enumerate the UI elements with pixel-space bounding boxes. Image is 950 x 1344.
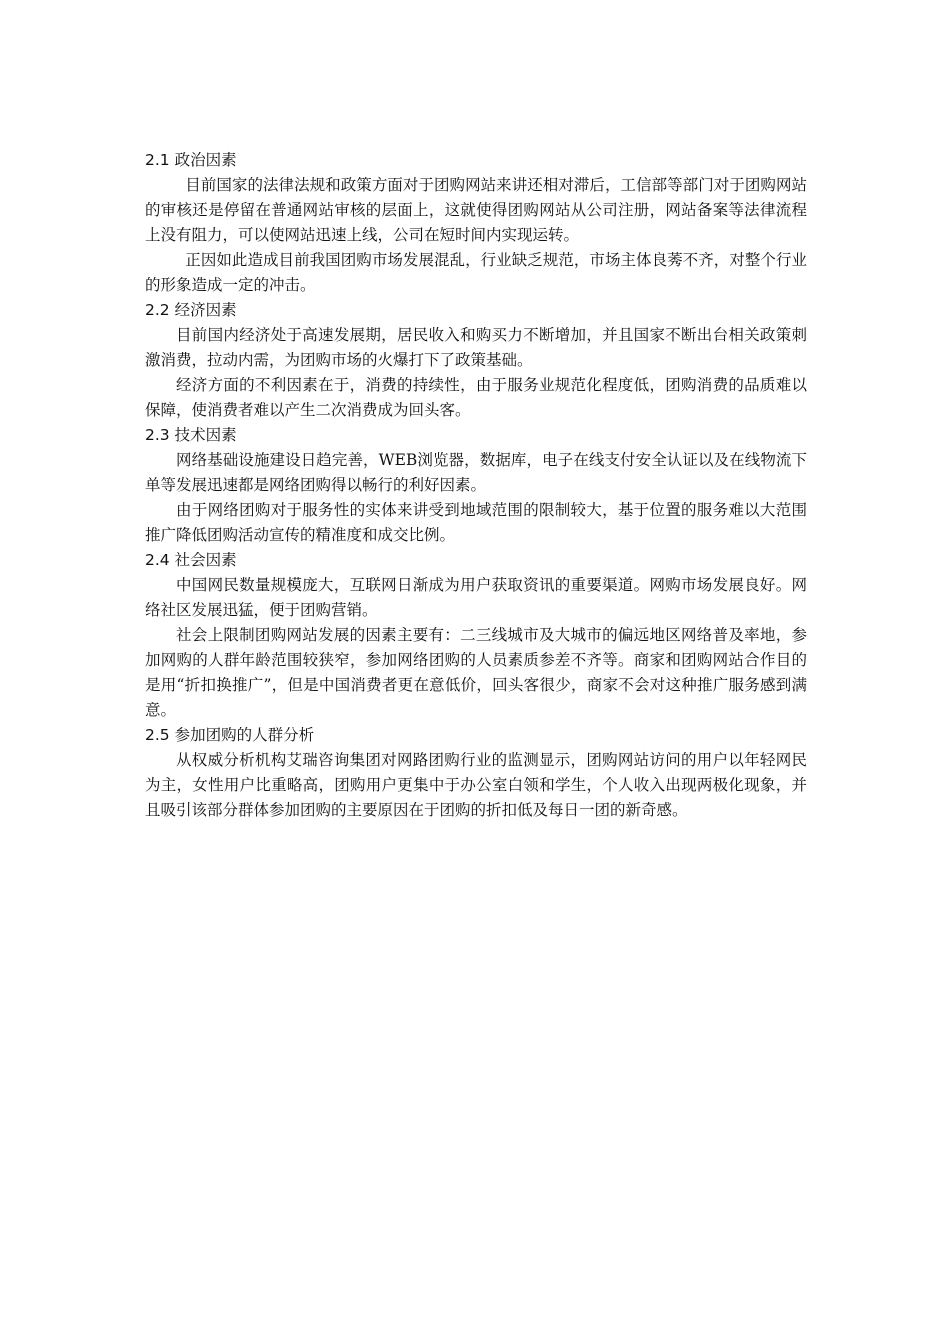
paragraph: 目前国内经济处于高速发展期，居民收入和购买力不断增加，并且国家不断出台相关政策刺激消费，拉动内需，为团购市场的火爆打下了政策基础。 (145, 326, 807, 369)
section-heading: 2.5 参加团购的人群分析 (145, 726, 315, 744)
section-group-buying-users (145, 723, 807, 823)
paragraph: 中国网民数量规模庞大，互联网日渐成为用户获取资讯的重要渠道。网购市场发展良好。网络社区发展迅猛，便于团购营销。 (145, 576, 807, 619)
paragraph: 网络基础设施建设日趋完善，WEB浏览器，数据库，电子在线支付安全认证以及在线物流下单等发展迅速都是网络团购得以畅行的利好因素。 (145, 451, 807, 494)
paragraph: 社会上限制团购网站发展的因素主要有：二三线城市及大城市的偏远地区网络普及率地，参加网购的人群年龄范围较狭窄，参加网络团购的人员素质参差不齐等。商家和团购网站合作目的是用“折扣换推广”，但是中国消费者更在意低价，回头客很少，商家不会对这种推广服务感到满意。 (145, 626, 807, 719)
document-body (145, 148, 807, 823)
section-heading: 2.1 政治因素 (145, 151, 237, 169)
paragraph: 经济方面的不利因素在于，消费的持续性，由于服务业规范化程度低，团购消费的品质难以保障，使消费者难以产生二次消费成为回头客。 (145, 376, 807, 419)
paragraph: 从权威分析机构艾瑞咨询集团对网路团购行业的监测显示，团购网站访问的用户以年轻网民为主，女性用户比重略高，团购用户更集中于办公室白领和学生，个人收入出现两极化现象，并且吸引该部分群体参加团购的主要原因在于团购的折扣低及每日一团的新奇感。 (145, 751, 807, 819)
paragraph: 正因如此造成目前我国团购市场发展混乱，行业缺乏规范，市场主体良莠不齐，对整个行业的形象造成一定的冲击。 (145, 251, 807, 294)
section-heading: 2.4 社会因素 (145, 551, 237, 569)
section-social (145, 548, 807, 723)
paragraph: 由于网络团购对于服务性的实体来讲受到地域范围的限制较大，基于位置的服务难以大范围推广降低团购活动宣传的精准度和成交比例。 (145, 501, 807, 544)
section-technical (145, 423, 807, 548)
section-heading: 2.3 技术因素 (145, 426, 237, 444)
section-political (145, 148, 807, 298)
section-heading: 2.2 经济因素 (145, 301, 237, 319)
section-economic (145, 298, 807, 423)
paragraph: 目前国家的法律法规和政策方面对于团购网站来讲还相对滞后，工信部等部门对于团购网站的审核还是停留在普通网站审核的层面上，这就使得团购网站从公司注册，网站备案等法律流程上没有阻力，可以使网站迅速上线，公司在短时间内实现运转。 (145, 176, 807, 244)
